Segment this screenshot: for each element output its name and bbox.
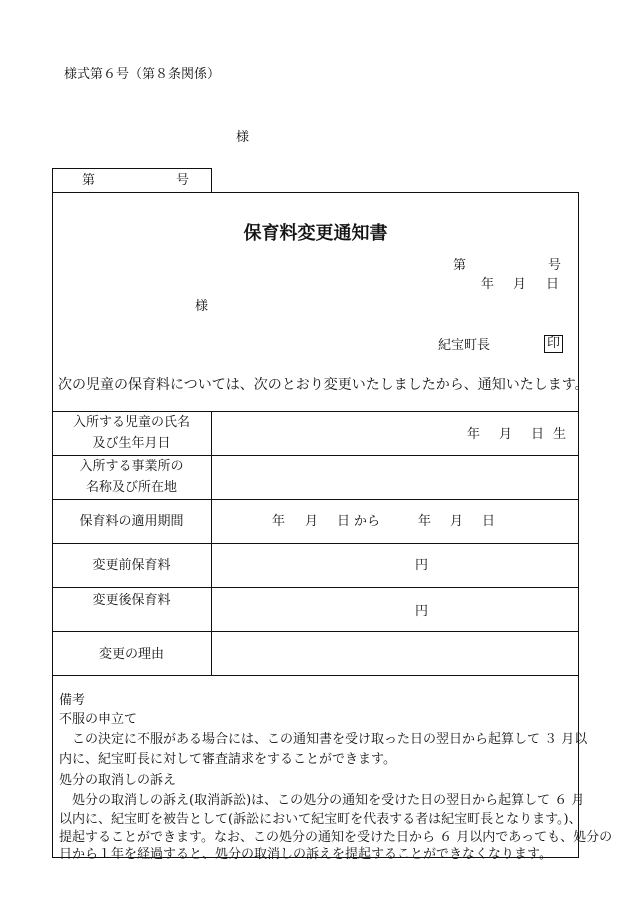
table-row-rule xyxy=(52,543,579,544)
table-row-rule xyxy=(52,587,579,588)
table-bottom-rule xyxy=(52,675,579,676)
birth-suffix: 生 xyxy=(553,427,567,442)
birth-year: 年 xyxy=(467,427,481,442)
period-to-month: 月 xyxy=(450,514,464,529)
row2-label-line2: 名称及び所在地 xyxy=(85,480,177,495)
intro-text: 次の児童の保育料については、次のとおり変更いたしましたから、通知いたします。 xyxy=(58,377,589,393)
fee-after-unit: 円 xyxy=(415,604,429,619)
date-month: 月 xyxy=(513,277,527,292)
lawsuit-text-line3: 提起することができます。なお、この処分の通知を受けた日から ６ 月以内であっても、処分の xyxy=(59,830,613,845)
appeal-section-title: 不服の申立て xyxy=(59,712,138,727)
remarks-heading: 備考 xyxy=(59,693,86,708)
addressee-top: 様 xyxy=(236,130,250,145)
date-day: 日 xyxy=(546,277,560,292)
table-column-divider xyxy=(211,411,212,675)
row4-label: 変更前保育料 xyxy=(92,558,171,573)
table-row-rule xyxy=(52,499,579,500)
appeal-text-line2: 内に、紀宝町長に対して審査請求をすることができます。 xyxy=(59,752,396,767)
lawsuit-text-line1: 処分の取消しの訴え(取消訴訟)は、この処分の通知を受けた日の翌日から起算して ６ 月 xyxy=(72,793,585,808)
period-from-month: 月 xyxy=(305,514,319,529)
birth-month: 月 xyxy=(499,427,513,442)
date-year: 年 xyxy=(481,277,495,292)
fee-before-unit: 円 xyxy=(415,558,429,573)
period-to-year: 年 xyxy=(418,514,432,529)
lawsuit-section-title: 処分の取消しの訴え xyxy=(59,773,177,788)
addressee: 様 xyxy=(195,299,209,314)
lawsuit-text-line4: 日から１年を経過すると、処分の取消しの訴えを提起することができなくなります。 xyxy=(59,847,552,862)
table-row-rule xyxy=(52,631,579,632)
appeal-text-line1: この決定に不服がある場合には、この通知書を受け取った日の翌日から起算して ３ 月以 xyxy=(72,732,588,747)
number-tab-dai: 第 xyxy=(82,173,96,188)
row3-label: 保育料の適用期間 xyxy=(79,514,184,529)
document-title: 保育料変更通知書 xyxy=(243,223,388,244)
period-from-year: 年 xyxy=(272,514,286,529)
doc-number-go: 号 xyxy=(548,258,562,273)
period-to-day: 日 xyxy=(482,514,496,529)
lawsuit-text-line2: 以内に、紀宝町を被告として(訴訟において紀宝町を代表する者は紀宝町長となります。)、 xyxy=(59,812,582,827)
row2-label-line1: 入所する事業所の xyxy=(79,459,184,474)
form-number: 様式第６号（第８条関係） xyxy=(64,67,221,82)
row6-label: 変更の理由 xyxy=(98,647,164,662)
row1-label-line2: 及び生年月日 xyxy=(92,436,171,451)
number-tab-go: 号 xyxy=(176,173,190,188)
issuer-name: 紀宝町長 xyxy=(438,338,491,353)
row5-label: 変更後保育料 xyxy=(92,593,171,608)
row1-label-line1: 入所する児童の氏名 xyxy=(72,415,190,430)
seal-stamp: 印 xyxy=(544,335,563,353)
doc-number-dai: 第 xyxy=(453,258,467,273)
period-from-label: から xyxy=(354,514,381,529)
birth-day: 日 xyxy=(531,427,545,442)
period-from-day: 日 xyxy=(337,514,351,529)
